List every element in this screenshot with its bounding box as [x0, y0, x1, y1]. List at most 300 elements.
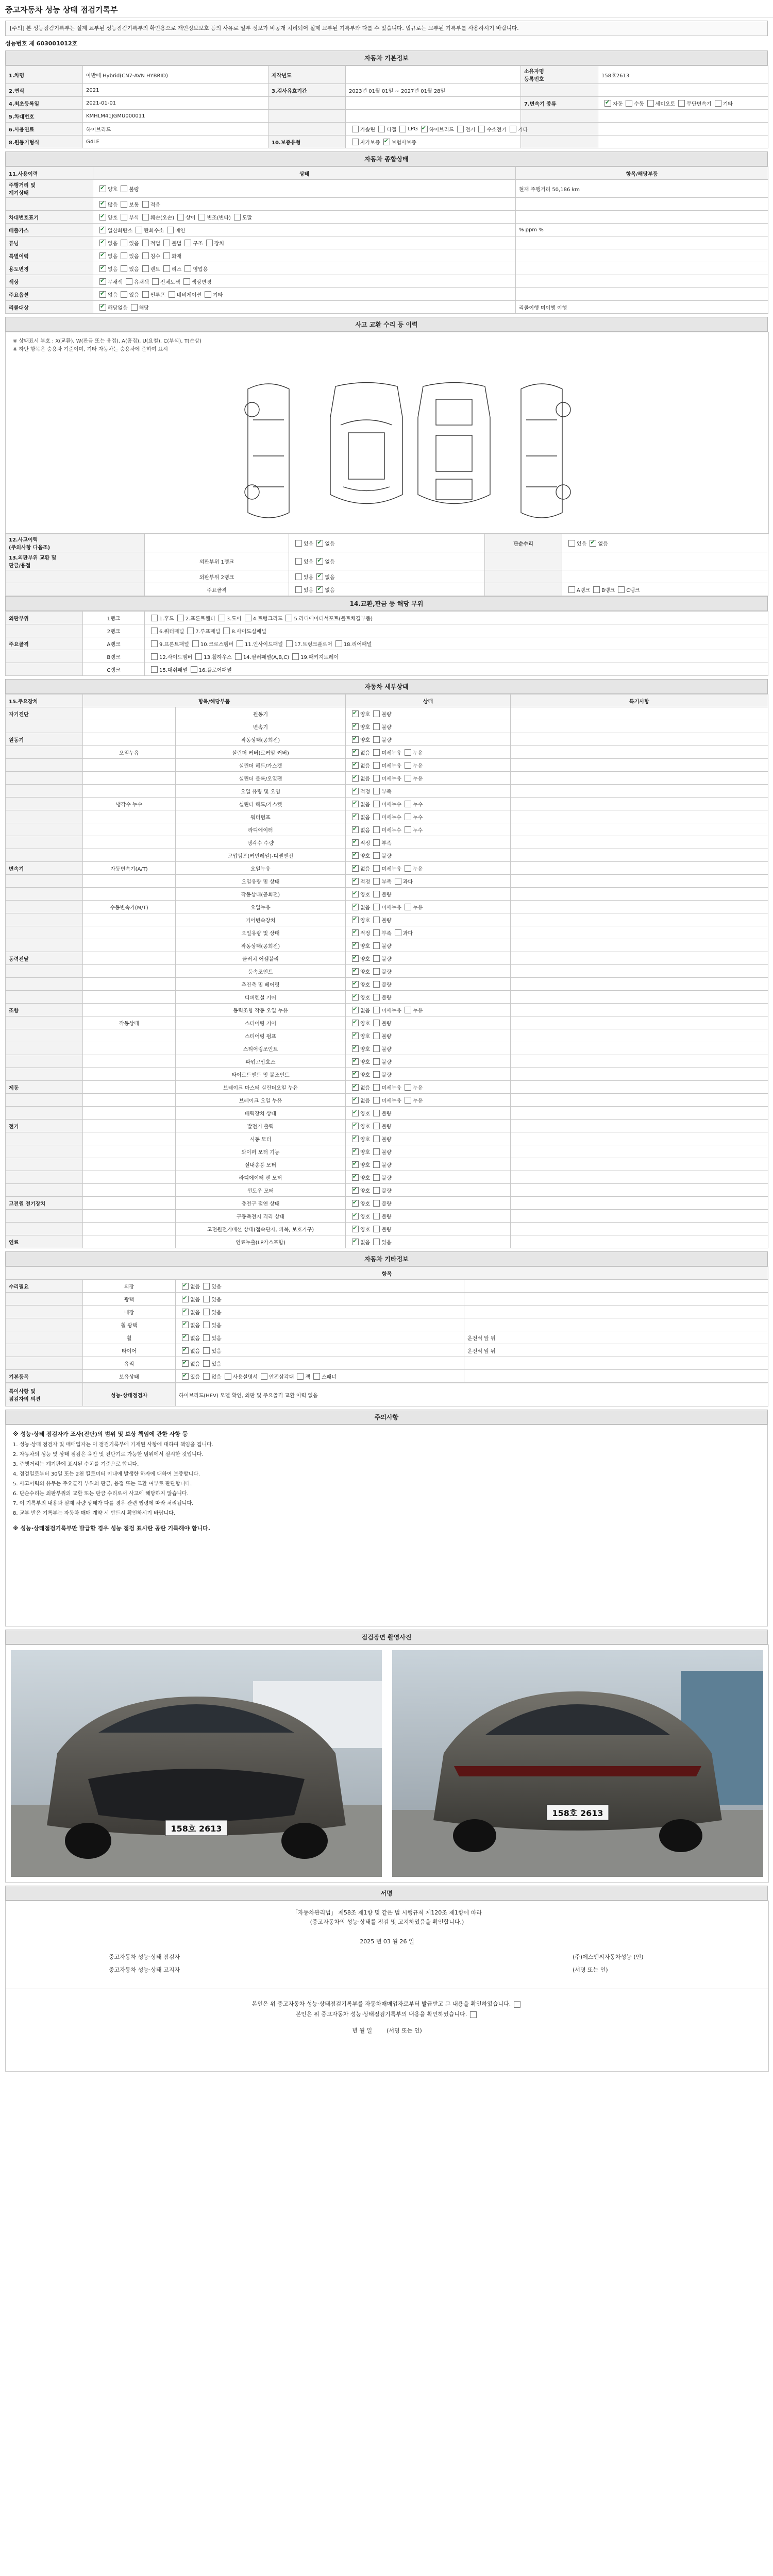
- detail-34-0-checkbox[interactable]: [352, 1148, 359, 1155]
- detail-30-1-checkbox[interactable]: [373, 1097, 380, 1104]
- detail-35-0-checkbox[interactable]: [352, 1161, 359, 1168]
- detail-32-0-checkbox[interactable]: [352, 1123, 359, 1129]
- overall-1-1-checkbox[interactable]: [121, 201, 127, 208]
- other-info-row: [6, 1306, 768, 1318]
- exchange-4-0-checkbox[interactable]: [151, 666, 158, 673]
- exchange-1-1-checkbox[interactable]: [187, 628, 194, 634]
- detail-41-1-checkbox[interactable]: [373, 1239, 380, 1245]
- other-item: 내장: [83, 1306, 176, 1318]
- exchange-2-4-checkbox[interactable]: [335, 640, 342, 647]
- detail-row: [6, 991, 768, 1004]
- other-7-2-checkbox[interactable]: [225, 1373, 231, 1380]
- transmission-1-checkbox[interactable]: [626, 100, 632, 107]
- detail-row: [6, 720, 768, 733]
- accident-0-1-checkbox[interactable]: [316, 540, 323, 547]
- detail-16-1-checkbox[interactable]: [373, 917, 380, 923]
- detail-28-0-checkbox[interactable]: [352, 1071, 359, 1078]
- overall-6-0-checkbox[interactable]: [99, 265, 106, 272]
- overall-0-1-checkbox[interactable]: [121, 185, 127, 192]
- detail-12-0-checkbox[interactable]: [352, 865, 359, 872]
- other-7-1-label: 없음: [211, 1374, 222, 1380]
- fuel-0-label: 가솔린: [360, 127, 375, 133]
- detail-27-0-checkbox[interactable]: [352, 1058, 359, 1065]
- overall-7-0-checkbox[interactable]: [99, 278, 106, 285]
- other-6-0-checkbox[interactable]: [182, 1360, 189, 1367]
- detail-status: [346, 991, 511, 1004]
- detail-10-0-checkbox[interactable]: [352, 839, 359, 846]
- warranty-0-checkbox[interactable]: [352, 139, 359, 145]
- special-notes-table: [5, 1383, 768, 1406]
- detail-8-1-checkbox[interactable]: [373, 814, 380, 820]
- detail-31-0-checkbox[interactable]: [352, 1110, 359, 1116]
- overall-right: [516, 262, 768, 275]
- detail-row: [6, 913, 768, 926]
- other-7-4-checkbox[interactable]: [297, 1373, 304, 1380]
- detail-30-0-checkbox[interactable]: [352, 1097, 359, 1104]
- detail-11-0-label: 양호: [360, 853, 371, 859]
- other-3-0-checkbox[interactable]: [182, 1321, 189, 1328]
- detail-15-2-checkbox[interactable]: [405, 904, 411, 910]
- transmission-3-checkbox[interactable]: [678, 100, 685, 107]
- overall-2-3-checkbox[interactable]: [177, 214, 184, 221]
- exchange-rank: 2랭크: [83, 624, 145, 637]
- detail-15-1-checkbox[interactable]: [373, 904, 380, 910]
- detail-40-1-checkbox[interactable]: [373, 1226, 380, 1232]
- detail-23-0-checkbox[interactable]: [352, 1007, 359, 1013]
- detail-status: [346, 901, 511, 913]
- detail-40-0-checkbox[interactable]: [352, 1226, 359, 1232]
- other-2-0-checkbox[interactable]: [182, 1309, 189, 1315]
- detail-subgroup: [83, 1081, 176, 1094]
- overall-5-3-checkbox[interactable]: [163, 252, 170, 259]
- detail-1-0-checkbox[interactable]: [352, 723, 359, 730]
- detail-2-0-checkbox[interactable]: [352, 736, 359, 743]
- detail-29-1-checkbox[interactable]: [373, 1084, 380, 1091]
- overall-4-1-checkbox[interactable]: [121, 240, 127, 246]
- detail-9-2-checkbox[interactable]: [405, 826, 411, 833]
- detail-3-0-checkbox[interactable]: [352, 749, 359, 756]
- overall-4-2-checkbox[interactable]: [142, 240, 149, 246]
- other-7-5-checkbox[interactable]: [313, 1373, 320, 1380]
- detail-9-0-checkbox[interactable]: [352, 826, 359, 833]
- detail-38-1-checkbox[interactable]: [373, 1200, 380, 1207]
- basic-value-2: 2023년 01월 01일 ~ 2027년 01월 28일: [346, 84, 521, 97]
- exchange-0-3-label: 4.트렁크리드: [253, 616, 283, 622]
- other-2-1-checkbox[interactable]: [203, 1309, 210, 1315]
- exchange-0-2-checkbox[interactable]: [219, 615, 225, 621]
- transmission-2-checkbox[interactable]: [647, 100, 654, 107]
- detail-33-1-checkbox[interactable]: [373, 1136, 380, 1142]
- car-frame-view: [418, 383, 490, 504]
- accident-r-3-2-checkbox[interactable]: [618, 586, 625, 593]
- detail-24-0-checkbox[interactable]: [352, 1020, 359, 1026]
- accident-r-0-1-label: 없음: [598, 541, 608, 547]
- overall-2-0-checkbox[interactable]: [99, 214, 106, 221]
- fuel-6-checkbox[interactable]: [510, 126, 516, 132]
- detail-15-0-checkbox[interactable]: [352, 904, 359, 910]
- rear-plate-text: 158호 2613: [552, 1808, 603, 1818]
- detail-4-2-checkbox[interactable]: [405, 762, 411, 769]
- accident-3-0-checkbox[interactable]: [295, 586, 302, 593]
- detail-remark: [511, 1223, 768, 1235]
- detail-18-0-checkbox[interactable]: [352, 942, 359, 949]
- detail-subgroup: [83, 1197, 176, 1210]
- detail-28-1-checkbox[interactable]: [373, 1071, 380, 1078]
- detail-remark: [511, 939, 768, 952]
- detail-32-1-checkbox[interactable]: [373, 1123, 380, 1129]
- accident-r-0-0-checkbox[interactable]: [568, 540, 575, 547]
- overall-label: [6, 198, 93, 211]
- detail-20-1-checkbox[interactable]: [373, 968, 380, 975]
- detail-36-0-checkbox[interactable]: [352, 1174, 359, 1181]
- detail-39-0-label: 양호: [360, 1214, 371, 1220]
- overall-8-3-label: 네비게이션: [176, 292, 201, 298]
- accident-2-0-checkbox[interactable]: [295, 573, 302, 580]
- detail-22-0-checkbox[interactable]: [352, 994, 359, 1001]
- accident-1-1-checkbox[interactable]: [316, 558, 323, 565]
- detail-8-2-checkbox[interactable]: [405, 814, 411, 820]
- detail-item: 작동상태(공회전): [176, 939, 346, 952]
- detail-19-0-checkbox[interactable]: [352, 955, 359, 962]
- detail-status: [346, 939, 511, 952]
- exchange-3-2-checkbox[interactable]: [235, 653, 242, 660]
- detail-4-0-checkbox[interactable]: [352, 762, 359, 769]
- detail-17-2-checkbox[interactable]: [395, 929, 401, 936]
- col-detail-status: 상태: [346, 694, 511, 707]
- detail-41-0-checkbox[interactable]: [352, 1239, 359, 1245]
- detail-row: [6, 952, 768, 965]
- detail-17-1-checkbox[interactable]: [373, 929, 380, 936]
- detail-13-1-checkbox[interactable]: [373, 878, 380, 885]
- overall-6-4-checkbox[interactable]: [184, 265, 191, 272]
- fuel-3-label: 하이브리드: [429, 127, 454, 133]
- detail-3-2-checkbox[interactable]: [405, 749, 411, 756]
- basic-value-2: [346, 97, 521, 110]
- other-info-row: [6, 1344, 768, 1357]
- detail-remark: [511, 720, 768, 733]
- detail-row: [6, 810, 768, 823]
- overall-7-3-checkbox[interactable]: [183, 278, 190, 285]
- detail-7-1-checkbox[interactable]: [373, 801, 380, 807]
- overall-2-1-checkbox[interactable]: [121, 214, 127, 221]
- detail-3-1-checkbox[interactable]: [373, 749, 380, 756]
- detail-6-0-checkbox[interactable]: [352, 788, 359, 794]
- detail-subgroup: [83, 1094, 176, 1107]
- detail-subgroup: [83, 939, 176, 952]
- overall-5-2-checkbox[interactable]: [142, 252, 149, 259]
- other-7-1-checkbox[interactable]: [203, 1373, 210, 1380]
- detail-24-1-checkbox[interactable]: [373, 1020, 380, 1026]
- detail-7-2-checkbox[interactable]: [405, 801, 411, 807]
- other-group: [6, 1318, 83, 1331]
- transmission-4-checkbox[interactable]: [715, 100, 721, 107]
- detail-31-1-checkbox[interactable]: [373, 1110, 380, 1116]
- detail-26-1-checkbox[interactable]: [373, 1045, 380, 1052]
- other-0-1-label: 있음: [211, 1284, 222, 1290]
- overall-8-2-checkbox[interactable]: [142, 291, 149, 298]
- detail-remark: [511, 1081, 768, 1094]
- other-0-0-checkbox[interactable]: [182, 1283, 189, 1290]
- fuel-5-checkbox[interactable]: [478, 126, 485, 132]
- other-4-1-checkbox[interactable]: [203, 1334, 210, 1341]
- fuel-1-checkbox[interactable]: [378, 126, 385, 132]
- overall-1-0-checkbox[interactable]: [99, 201, 106, 208]
- exchange-2-3-checkbox[interactable]: [286, 640, 293, 647]
- detail-37-0-checkbox[interactable]: [352, 1187, 359, 1194]
- accident-r-0-1-checkbox[interactable]: [590, 540, 596, 547]
- notes-box: [5, 1425, 768, 1626]
- overall-4-4-checkbox[interactable]: [184, 240, 191, 246]
- exchange-2-1-checkbox[interactable]: [192, 640, 199, 647]
- overall-3-1-checkbox[interactable]: [136, 227, 142, 233]
- detail-group: [6, 1094, 83, 1107]
- accident-r-3-1-checkbox[interactable]: [593, 586, 600, 593]
- other-options: [176, 1357, 464, 1370]
- fuel-0-checkbox[interactable]: [352, 126, 359, 132]
- overall-2-4-label: 변조(변타): [207, 215, 231, 221]
- detail-0-1-checkbox[interactable]: [373, 710, 380, 717]
- detail-11-1-checkbox[interactable]: [373, 852, 380, 859]
- overall-0-0-checkbox[interactable]: [99, 185, 106, 192]
- detail-0-0-checkbox[interactable]: [352, 710, 359, 717]
- basic-label-2: [268, 123, 346, 135]
- other-7-0-checkbox[interactable]: [182, 1373, 189, 1380]
- other-2-0-label: 없음: [190, 1310, 200, 1316]
- overall-6-1-checkbox[interactable]: [121, 265, 127, 272]
- exchange-1-0-checkbox[interactable]: [151, 628, 158, 634]
- exchange-0-4-checkbox[interactable]: [285, 615, 292, 621]
- detail-subgroup: [83, 875, 176, 888]
- detail-2-1-checkbox[interactable]: [373, 736, 380, 743]
- overall-6-3-checkbox[interactable]: [163, 265, 170, 272]
- exchange-4-1-checkbox[interactable]: [191, 666, 197, 673]
- detail-34-1-checkbox[interactable]: [373, 1148, 380, 1155]
- accident-3-1-checkbox[interactable]: [316, 586, 323, 593]
- overall-3-0-checkbox[interactable]: [99, 227, 106, 233]
- exchange-2-0-checkbox[interactable]: [151, 640, 158, 647]
- detail-13-0-checkbox[interactable]: [352, 878, 359, 885]
- overall-label: 튜닝: [6, 236, 93, 249]
- detail-row: [6, 772, 768, 785]
- detail-9-1-checkbox[interactable]: [373, 826, 380, 833]
- detail-group: [6, 746, 83, 759]
- detail-19-1-checkbox[interactable]: [373, 955, 380, 962]
- overall-2-5-checkbox[interactable]: [234, 214, 241, 221]
- fuel-2-checkbox[interactable]: [399, 126, 406, 132]
- detail-37-1-checkbox[interactable]: [373, 1187, 380, 1194]
- detail-group: [6, 1184, 83, 1197]
- detail-status: [346, 720, 511, 733]
- exchange-2-2-checkbox[interactable]: [237, 640, 243, 647]
- detail-row: [6, 1132, 768, 1145]
- detail-0-1-label: 불량: [381, 711, 392, 718]
- detail-remark: [511, 913, 768, 926]
- exchange-3-3-checkbox[interactable]: [292, 653, 299, 660]
- exchange-3-1-checkbox[interactable]: [195, 653, 202, 660]
- other-group: [6, 1306, 83, 1318]
- detail-10-1-checkbox[interactable]: [373, 839, 380, 846]
- detail-23-2-checkbox[interactable]: [405, 1007, 411, 1013]
- exchange-1-2-checkbox[interactable]: [223, 628, 230, 634]
- car-left-side-view: [245, 384, 289, 518]
- overall-2-2-checkbox[interactable]: [142, 214, 149, 221]
- detail-35-1-checkbox[interactable]: [373, 1161, 380, 1168]
- detail-23-0-label: 없음: [360, 1008, 371, 1014]
- detail-18-1-checkbox[interactable]: [373, 942, 380, 949]
- overall-5-1-checkbox[interactable]: [121, 252, 127, 259]
- detail-14-0-checkbox[interactable]: [352, 891, 359, 897]
- overall-2-4-checkbox[interactable]: [198, 214, 205, 221]
- detail-5-2-checkbox[interactable]: [405, 775, 411, 782]
- detail-6-1-checkbox[interactable]: [373, 788, 380, 794]
- overall-9-0-checkbox[interactable]: [99, 304, 106, 311]
- fuel-4-checkbox[interactable]: [457, 126, 464, 132]
- detail-12-1-checkbox[interactable]: [373, 865, 380, 872]
- other-4-0-checkbox[interactable]: [182, 1334, 189, 1341]
- overall-1-2-checkbox[interactable]: [142, 201, 149, 208]
- detail-30-2-label: 누유: [412, 1098, 423, 1104]
- buyer-confirm-checkbox-1[interactable]: [514, 2001, 520, 2008]
- detail-39-0-checkbox[interactable]: [352, 1213, 359, 1219]
- overall-6-2-checkbox[interactable]: [142, 265, 149, 272]
- accident-r-3-0-checkbox[interactable]: [568, 586, 575, 593]
- detail-4-1-checkbox[interactable]: [373, 762, 380, 769]
- other-1-1-checkbox[interactable]: [203, 1296, 210, 1302]
- detail-38-0-checkbox[interactable]: [352, 1200, 359, 1207]
- detail-7-0-checkbox[interactable]: [352, 801, 359, 807]
- overall-8-4-checkbox[interactable]: [205, 291, 211, 298]
- detail-5-0-checkbox[interactable]: [352, 775, 359, 782]
- overall-9-1-label: 해당: [139, 305, 149, 311]
- detail-1-1-checkbox[interactable]: [373, 723, 380, 730]
- transmission-0-checkbox[interactable]: [604, 100, 611, 107]
- accident-row: [6, 583, 768, 596]
- overall-7-1-checkbox[interactable]: [126, 278, 132, 285]
- other-1-0-checkbox[interactable]: [182, 1296, 189, 1302]
- detail-12-2-checkbox[interactable]: [405, 865, 411, 872]
- detail-remark: [511, 1107, 768, 1120]
- detail-group: [6, 810, 83, 823]
- exchange-row: [6, 637, 768, 650]
- detail-0-0-label: 양호: [360, 711, 371, 718]
- detail-29-2-checkbox[interactable]: [405, 1084, 411, 1091]
- other-5-1-checkbox[interactable]: [203, 1347, 210, 1354]
- detail-remark: [511, 1171, 768, 1184]
- detail-33-0-checkbox[interactable]: [352, 1136, 359, 1142]
- detail-14-1-checkbox[interactable]: [373, 891, 380, 897]
- fuel-3-checkbox[interactable]: [421, 126, 428, 132]
- detail-21-1-checkbox[interactable]: [373, 981, 380, 988]
- warranty-1-checkbox[interactable]: [383, 139, 390, 145]
- overall-8-0-checkbox[interactable]: [99, 291, 106, 298]
- detail-20-0-checkbox[interactable]: [352, 968, 359, 975]
- exchange-0-0-checkbox[interactable]: [151, 615, 158, 621]
- accident-right-label: [485, 552, 562, 570]
- overall-2-2-label: 훼손(오손): [150, 215, 175, 221]
- accident-right-options: [562, 570, 768, 583]
- overall-6-0-label: 없음: [108, 266, 118, 273]
- overall-right: 현재 주행거리 50,186 km: [516, 180, 768, 198]
- exchange-3-0-checkbox[interactable]: [151, 653, 158, 660]
- detail-27-1-checkbox[interactable]: [373, 1058, 380, 1065]
- detail-25-0-checkbox[interactable]: [352, 1032, 359, 1039]
- overall-5-0-checkbox[interactable]: [99, 252, 106, 259]
- detail-22-1-checkbox[interactable]: [373, 994, 380, 1001]
- detail-30-2-checkbox[interactable]: [405, 1097, 411, 1104]
- overall-right: [516, 236, 768, 249]
- detail-21-0-checkbox[interactable]: [352, 981, 359, 988]
- detail-3-2-label: 누유: [412, 750, 423, 756]
- detail-29-0-checkbox[interactable]: [352, 1084, 359, 1091]
- detail-13-2-checkbox[interactable]: [395, 878, 401, 885]
- detail-23-1-checkbox[interactable]: [373, 1007, 380, 1013]
- overall-4-3-checkbox[interactable]: [163, 240, 170, 246]
- detail-subgroup: [83, 888, 176, 901]
- overall-status-row: [6, 262, 768, 275]
- detail-17-0-checkbox[interactable]: [352, 929, 359, 936]
- detail-remark: [511, 1016, 768, 1029]
- special-notes-label: 특이사항 및 점검자의 의견: [6, 1383, 83, 1406]
- detail-status: [346, 810, 511, 823]
- accident-0-0-checkbox[interactable]: [295, 540, 302, 547]
- detail-16-0-checkbox[interactable]: [352, 917, 359, 923]
- overall-9-1-checkbox[interactable]: [131, 304, 138, 311]
- other-6-0-label: 없음: [190, 1361, 200, 1367]
- detail-5-1-checkbox[interactable]: [373, 775, 380, 782]
- detail-26-0-checkbox[interactable]: [352, 1045, 359, 1052]
- basic-info-row: [6, 123, 768, 135]
- overall-8-1-checkbox[interactable]: [121, 291, 127, 298]
- other-7-3-checkbox[interactable]: [261, 1373, 267, 1380]
- overall-7-2-checkbox[interactable]: [152, 278, 159, 285]
- detail-36-1-checkbox[interactable]: [373, 1174, 380, 1181]
- exchange-0-0-label: 1.후드: [159, 616, 174, 622]
- detail-25-1-checkbox[interactable]: [373, 1032, 380, 1039]
- other-6-1-checkbox[interactable]: [203, 1360, 210, 1367]
- exchange-0-1-checkbox[interactable]: [177, 615, 184, 621]
- detail-remark: [511, 991, 768, 1004]
- other-item: 휠: [83, 1331, 176, 1344]
- detail-39-1-checkbox[interactable]: [373, 1213, 380, 1219]
- other-0-1-checkbox[interactable]: [203, 1283, 210, 1290]
- front-plate-text: 158호 2613: [171, 1824, 222, 1834]
- exchange-0-3-checkbox[interactable]: [245, 615, 251, 621]
- basic-value-2: [346, 135, 521, 148]
- detail-group: [6, 1042, 83, 1055]
- other-4-1-label: 있음: [211, 1335, 222, 1342]
- detail-item: 원동기: [176, 707, 346, 720]
- accident-2-1-checkbox[interactable]: [316, 573, 323, 580]
- overall-1-1-label: 보통: [129, 202, 139, 208]
- detail-38-0-label: 양호: [360, 1201, 371, 1207]
- accident-row: [6, 534, 768, 552]
- overall-4-5-checkbox[interactable]: [206, 240, 213, 246]
- accident-1-0-checkbox[interactable]: [295, 558, 302, 565]
- detail-11-0-checkbox[interactable]: [352, 852, 359, 859]
- other-5-0-checkbox[interactable]: [182, 1347, 189, 1354]
- detail-remark: [511, 1158, 768, 1171]
- buyer-confirm-checkbox-2[interactable]: [470, 2011, 477, 2018]
- other-3-1-checkbox[interactable]: [203, 1321, 210, 1328]
- overall-8-3-checkbox[interactable]: [169, 291, 175, 298]
- detail-row: [6, 1210, 768, 1223]
- detail-item: 실린더 헤드/가스켓: [176, 759, 346, 772]
- detail-group: 변속기: [6, 862, 83, 875]
- other-info-table: [5, 1266, 768, 1383]
- detail-8-0-checkbox[interactable]: [352, 814, 359, 820]
- overall-3-2-checkbox[interactable]: [167, 227, 174, 233]
- overall-4-0-checkbox[interactable]: [99, 240, 106, 246]
